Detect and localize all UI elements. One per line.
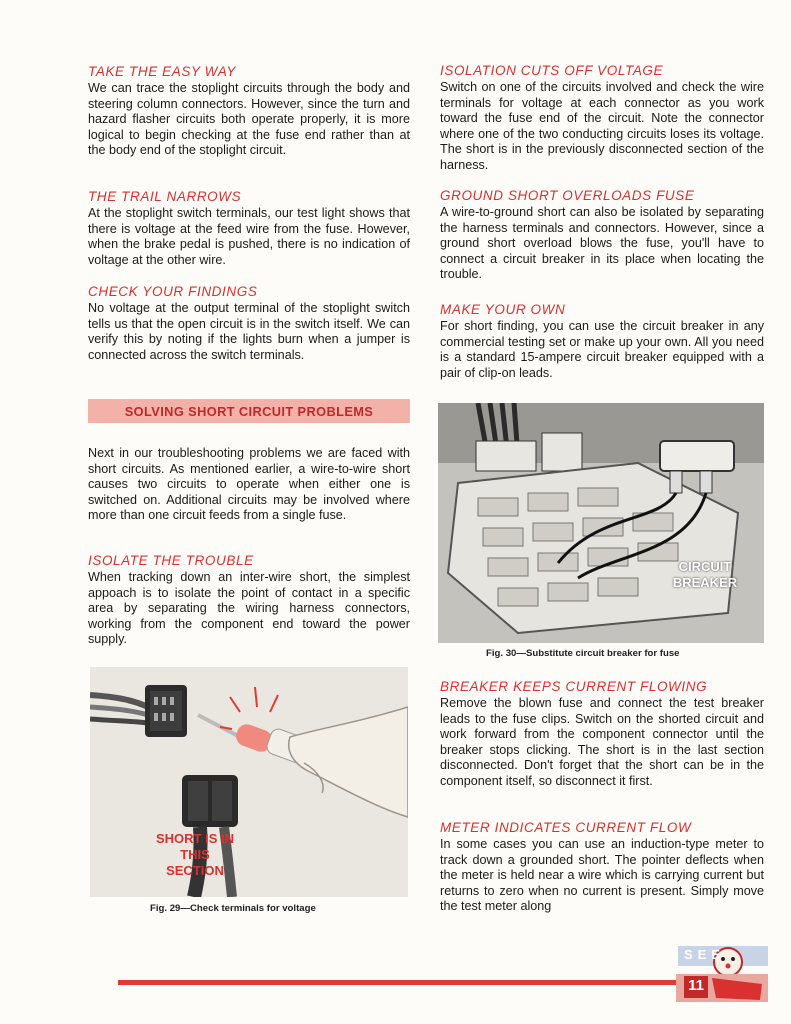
heading: TAKE THE EASY WAY — [88, 64, 236, 79]
figure-30-label: CIRCUIT BREAKER — [672, 559, 738, 590]
heading: METER INDICATES CURRENT FLOW — [440, 820, 692, 835]
section-take-the-easy-way — [88, 64, 410, 159]
connector-illustration — [90, 667, 408, 897]
page-logo — [672, 944, 772, 1004]
paragraph: No voltage at the output terminal of the stoplight switch tells us that the open circuit is in the switch itself. We can verify this by noting if the lights burn when a jumper is connected across the switch terminals. — [88, 301, 410, 362]
section-banner: SOLVING SHORT CIRCUIT PROBLEMS — [88, 399, 410, 423]
section-make-your-own — [440, 302, 764, 381]
paragraph: When tracking down an inter-wire short, the simplest appoach is to isolate the point of contact in a specific area by separating the wiring harness connectors, working from the component end toward the power supply. — [88, 570, 410, 647]
heading: CHECK YOUR FINDINGS — [88, 284, 258, 299]
section-breaker-keeps-current — [440, 679, 764, 790]
paragraph: Switch on one of the circuits involved and check the wire terminals for voltage at each connector as you work toward the fuse end of the circuit. Note the connector where one of the two conducting circuits loses its voltage. The short is in the previously disconnected section of the harness. — [440, 80, 764, 172]
figure-29-photo — [90, 667, 408, 897]
heading: MAKE YOUR OWN — [440, 302, 566, 317]
fuse-block-illustration — [438, 403, 764, 643]
heading: GROUND SHORT OVERLOADS FUSE — [440, 188, 695, 203]
paragraph: For short finding, you can use the circuit breaker in any commercial testing set or make up your own. All you need is a standard 15-ampere circuit breaker equipped with a pair of clip-on leads. — [440, 319, 764, 380]
section-isolation-cuts-voltage — [440, 63, 764, 174]
heading: ISOLATION CUTS OFF VOLTAGE — [440, 63, 664, 78]
paragraph: We can trace the stoplight circuits through the body and steering column connectors. However, since the turn and hazard flasher circuits both operate properly, it is more logical to begin checking at the fuse end rather than at the body end of the stoplight circuit. — [88, 81, 410, 158]
paragraph: In some cases you can use an induction-type meter to track down a grounded short. The pointer deflects when the meter is held near a wire which is carrying current but returns to zero when no current is present. Simply move the test meter along — [440, 837, 764, 914]
heading: BREAKER KEEPS CURRENT FLOWING — [440, 679, 708, 694]
section-short-circuits-intro — [88, 446, 410, 524]
section-isolate-trouble — [88, 553, 410, 648]
section-check-findings — [88, 284, 410, 363]
paragraph: At the stoplight switch terminals, our test light shows that there is voltage at the feed wire from the fuse. However, when the brake pedal is pushed, there is no indication of voltage at the other wire. — [88, 206, 410, 267]
figure-30-photo — [438, 403, 764, 643]
section-meter-indicates — [440, 820, 764, 915]
section-trail-narrows — [88, 189, 410, 268]
logo-text: SEE — [684, 947, 726, 962]
paragraph: Remove the blown fuse and connect the test breaker leads to the fuse clips. Switch on the shorted circuit and work forward from the component connector until the breaker stops clicking. The short is in the last section disconnected. Don't forget that the short can be in the component itself, so disconnect it first. — [440, 696, 764, 788]
page-number: 11 — [688, 977, 704, 994]
heading: ISOLATE THE TROUBLE — [88, 553, 254, 568]
paragraph: A wire-to-ground short can also be isolated by separating the harness terminals and connectors. However, since a ground short overload blows the fuse, you'll have to connect a circuit breaker in its place when locating the trouble. — [440, 205, 764, 282]
footer-rule — [118, 980, 678, 985]
figure-30-caption: Fig. 30—Substitute circuit breaker for fuse — [486, 648, 680, 659]
section-ground-short — [440, 188, 764, 283]
figure-29-label: SHORT IS IN THIS SECTION — [155, 831, 234, 878]
paragraph: Next in our troubleshooting problems we are faced with short circuits. As mentioned earlier, a wire-to-wire short causes two circuits to operate when either one is switched on. Additional circuits may be involved where more than one circuit feeds from a single fuse. — [88, 446, 410, 523]
figure-29-caption: Fig. 29—Check terminals for voltage — [150, 903, 316, 914]
heading: THE TRAIL NARROWS — [88, 189, 242, 204]
